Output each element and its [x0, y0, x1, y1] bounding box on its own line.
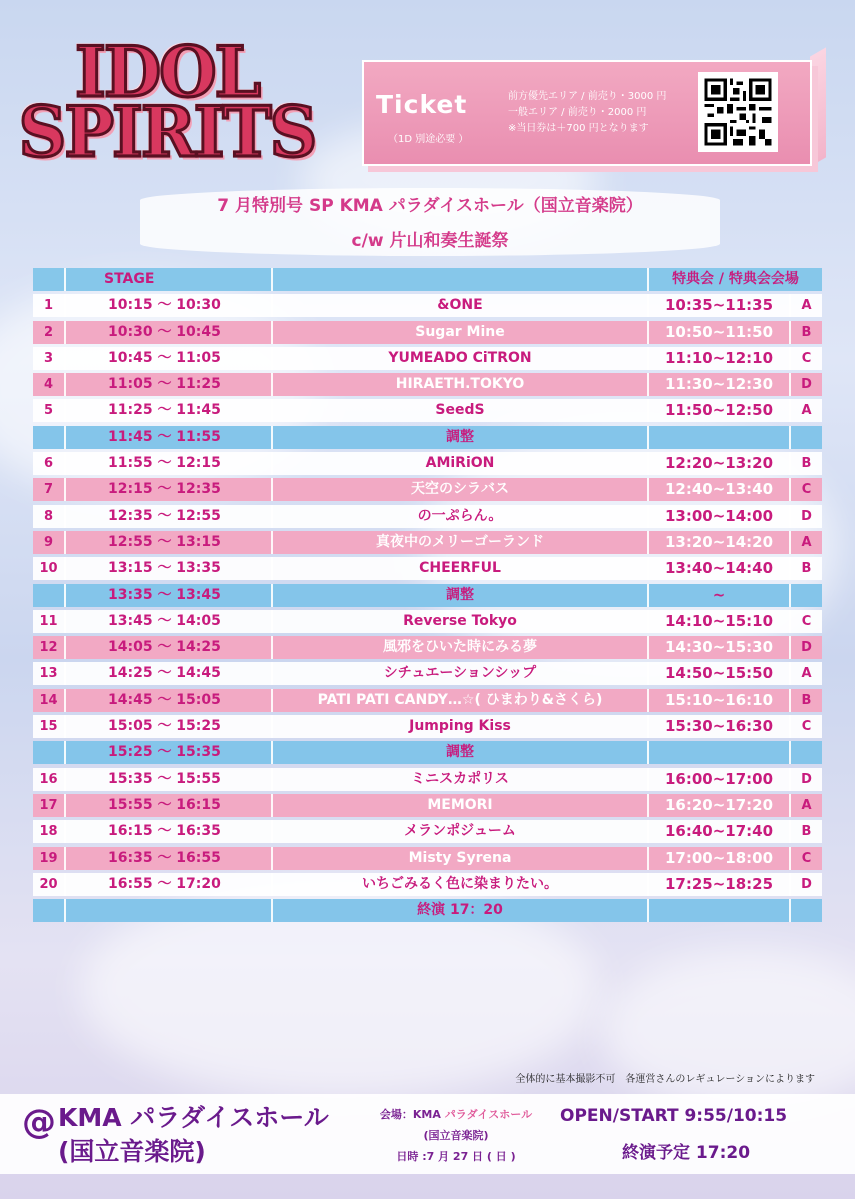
venue-info-label: 会場：KMA — [379, 1108, 441, 1121]
row-number: 1 — [33, 294, 66, 317]
row-area — [791, 741, 822, 764]
row-tokutenkai-time: 17:25~18:25 — [649, 873, 791, 896]
row-area: D — [791, 636, 822, 659]
row-area: A — [791, 794, 822, 817]
table-row — [33, 794, 822, 817]
event-logo — [2, 31, 332, 173]
row-number: 20 — [33, 873, 66, 896]
row-number: 6 — [33, 452, 66, 475]
row-area: A — [791, 399, 822, 422]
event-date: 日時 :7 月 27 日 ( 日 ) — [396, 1150, 516, 1163]
row-stage-time: 13:35 ～ 13:45 — [66, 584, 273, 607]
row-stage-time: 16:35 ～ 16:55 — [66, 847, 273, 870]
row-area: B — [791, 321, 822, 344]
row-number — [33, 426, 66, 449]
row-tokutenkai-time: 11:30~12:30 — [649, 373, 791, 396]
row-artist: 真夜中のメリーゴーランド — [273, 531, 649, 554]
table-row — [33, 373, 822, 396]
row-area: C — [791, 347, 822, 370]
table-row — [33, 478, 822, 501]
open-start-time: OPEN/START 9:55/10:15 — [560, 1106, 788, 1126]
row-stage-time: 14:25 ～ 14:45 — [66, 662, 273, 685]
row-tokutenkai-time: 11:50~12:50 — [649, 399, 791, 422]
row-number: 10 — [33, 557, 66, 580]
row-area: B — [791, 820, 822, 843]
row-tokutenkai-time: 14:30~15:30 — [649, 636, 791, 659]
row-tokutenkai-time — [649, 426, 791, 449]
break-row — [33, 899, 822, 922]
row-tokutenkai-time: 11:10~12:10 — [649, 347, 791, 370]
venue-info-name: パラダイスホール — [444, 1108, 533, 1121]
row-number: 4 — [33, 373, 66, 396]
end-time — [622, 1138, 750, 1163]
row-area: D — [791, 505, 822, 528]
row-stage-time: 12:55 ～ 13:15 — [66, 531, 273, 554]
timetable-header — [33, 268, 822, 291]
timetable — [33, 268, 822, 925]
row-tokutenkai-time — [649, 899, 791, 922]
logo-line-1: IDOL — [74, 31, 259, 113]
row-artist: 調整 — [273, 741, 649, 764]
row-area: C — [791, 610, 822, 633]
logo-line-2: SPIRITS — [18, 91, 316, 173]
row-stage-time: 15:25 ～ 15:35 — [66, 741, 273, 764]
row-number: 18 — [33, 820, 66, 843]
row-artist: YUMEADO CiTRON — [273, 347, 649, 370]
table-row — [33, 531, 822, 554]
table-row — [33, 847, 822, 870]
table-row — [33, 873, 822, 896]
row-area: A — [791, 662, 822, 685]
venue-info — [364, 1104, 548, 1167]
row-stage-time: 12:35 ～ 12:55 — [66, 505, 273, 528]
row-tokutenkai-time: 16:20~17:20 — [649, 794, 791, 817]
row-tokutenkai-time: 13:20~14:20 — [649, 531, 791, 554]
row-number: 9 — [33, 531, 66, 554]
row-stage-time: 16:15 ～ 16:35 — [66, 820, 273, 843]
break-row — [33, 426, 822, 449]
row-artist: メランポジューム — [273, 820, 649, 843]
break-row — [33, 584, 822, 607]
table-row — [33, 321, 822, 344]
row-stage-time: 16:55 ～ 17:20 — [66, 873, 273, 896]
row-artist: HIRAETH.TOKYO — [273, 373, 649, 396]
row-area: B — [791, 557, 822, 580]
row-artist: Misty Syrena — [273, 847, 649, 870]
row-artist: ミニスカポリス — [273, 768, 649, 791]
header-tokutenkai: 特典会 / 特典会会場 — [649, 268, 822, 291]
row-artist: 終演 17：20 — [273, 899, 649, 922]
row-stage-time: 13:15 ～ 13:35 — [66, 557, 273, 580]
ticket-price-front: 前方優先エリア / 前売り・3000 円 — [508, 91, 667, 102]
table-row — [33, 610, 822, 633]
ticket-price-door: ※当日券は＋700 円となります — [508, 123, 649, 134]
row-stage-time: 11:45 ～ 11:55 — [66, 426, 273, 449]
row-artist: 調整 — [273, 584, 649, 607]
row-area: D — [791, 373, 822, 396]
row-stage-time: 13:45 ～ 14:05 — [66, 610, 273, 633]
venue-line-2: (国立音楽院) — [58, 1137, 206, 1166]
row-tokutenkai-time: 13:40~14:40 — [649, 557, 791, 580]
row-tokutenkai-time: 10:50~11:50 — [649, 321, 791, 344]
row-stage-time: 15:35 ～ 15:55 — [66, 768, 273, 791]
venue-name — [58, 1101, 329, 1169]
ticket-box-side — [810, 47, 826, 166]
row-tokutenkai-time: 14:10~15:10 — [649, 610, 791, 633]
row-tokutenkai-time: 13:00~14:00 — [649, 505, 791, 528]
ticket-title: Ticket — [376, 90, 468, 119]
photo-notice: 全体的に基本撮影不可 各運営さんのレギュレーションによります — [515, 1074, 815, 1085]
row-stage-time: 11:25 ～ 11:45 — [66, 399, 273, 422]
qr-code-icon[interactable] — [698, 72, 778, 152]
row-tokutenkai-time: 15:10~16:10 — [649, 689, 791, 712]
end-time-label: 終演予定 — [622, 1143, 690, 1163]
row-tokutenkai-time — [649, 741, 791, 764]
footer-bar — [0, 1094, 855, 1174]
table-row — [33, 768, 822, 791]
row-area: B — [791, 689, 822, 712]
row-artist: MEMORI — [273, 794, 649, 817]
table-row — [33, 505, 822, 528]
row-area: A — [791, 294, 822, 317]
row-artist: シチュエーションシップ — [273, 662, 649, 685]
row-area: D — [791, 768, 822, 791]
venue-info-sub: (国立音楽院) — [423, 1129, 489, 1142]
row-tokutenkai-time: 16:00~17:00 — [649, 768, 791, 791]
row-stage-time: 10:30 ～ 10:45 — [66, 321, 273, 344]
row-number — [33, 741, 66, 764]
row-area: C — [791, 847, 822, 870]
row-artist: 風邪をひいた時にみる夢 — [273, 636, 649, 659]
row-number: 5 — [33, 399, 66, 422]
row-stage-time: 10:45 ～ 11:05 — [66, 347, 273, 370]
table-row — [33, 820, 822, 843]
table-row — [33, 452, 822, 475]
row-artist: SeedS — [273, 399, 649, 422]
row-artist: Reverse Tokyo — [273, 610, 649, 633]
row-area: D — [791, 873, 822, 896]
row-tokutenkai-time: 16:40~17:40 — [649, 820, 791, 843]
row-artist: 調整 — [273, 426, 649, 449]
row-artist: Sugar Mine — [273, 321, 649, 344]
row-tokutenkai-time: 12:20~13:20 — [649, 452, 791, 475]
row-number: 17 — [33, 794, 66, 817]
table-row — [33, 636, 822, 659]
break-row — [33, 741, 822, 764]
row-number: 15 — [33, 715, 66, 738]
row-stage-time: 11:55 ～ 12:15 — [66, 452, 273, 475]
row-tokutenkai-time: 10:35~11:35 — [649, 294, 791, 317]
row-number: 3 — [33, 347, 66, 370]
row-number: 14 — [33, 689, 66, 712]
row-tokutenkai-time: 15:30~16:30 — [649, 715, 791, 738]
row-number — [33, 584, 66, 607]
row-artist: いちごみるく色に染まりたい。 — [273, 873, 649, 896]
row-area: C — [791, 715, 822, 738]
row-stage-time — [66, 899, 273, 922]
row-number — [33, 899, 66, 922]
row-artist: &ONE — [273, 294, 649, 317]
at-symbol: @ — [22, 1102, 56, 1142]
row-tokutenkai-time: ~ — [649, 584, 791, 607]
venue-info-line — [364, 1104, 548, 1125]
table-row — [33, 294, 822, 317]
event-title: 7 月特別号 SP KMA パラダイスホール（国立音楽院） — [217, 196, 643, 216]
ticket-price-general: 一般エリア / 前売り・2000 円 — [508, 107, 647, 118]
row-artist: AMiRiON — [273, 452, 649, 475]
row-stage-time: 12:15 ～ 12:35 — [66, 478, 273, 501]
row-stage-time: 14:05 ～ 14:25 — [66, 636, 273, 659]
venue-line-1: KMA パラダイスホール — [58, 1103, 329, 1132]
ticket-prices — [508, 89, 666, 137]
row-number: 8 — [33, 505, 66, 528]
table-row — [33, 689, 822, 712]
row-artist: PATI PATI CANDY…☆( ひまわり&さくら) — [273, 689, 649, 712]
end-time-value: 17:20 — [695, 1143, 751, 1163]
row-area: A — [791, 531, 822, 554]
table-row — [33, 399, 822, 422]
row-area — [791, 426, 822, 449]
row-number: 2 — [33, 321, 66, 344]
row-artist: の一ぷらん。 — [273, 505, 649, 528]
row-stage-time: 10:15 ～ 10:30 — [66, 294, 273, 317]
ticket-note: （1D 別途必要 ） — [388, 134, 469, 145]
row-stage-time: 11:05 ～ 11:25 — [66, 373, 273, 396]
row-number: 19 — [33, 847, 66, 870]
header-stage: STAGE — [66, 268, 273, 291]
row-stage-time: 15:55 ～ 16:15 — [66, 794, 273, 817]
table-row — [33, 557, 822, 580]
row-stage-time: 14:45 ～ 15:05 — [66, 689, 273, 712]
row-area — [791, 899, 822, 922]
table-row — [33, 347, 822, 370]
row-number: 11 — [33, 610, 66, 633]
row-tokutenkai-time: 14:50~15:50 — [649, 662, 791, 685]
row-number: 7 — [33, 478, 66, 501]
row-artist: 天空のシラバス — [273, 478, 649, 501]
row-area: B — [791, 452, 822, 475]
row-tokutenkai-time: 12:40~13:40 — [649, 478, 791, 501]
row-artist: Jumping Kiss — [273, 715, 649, 738]
row-area: C — [791, 478, 822, 501]
ticket-box — [362, 60, 812, 166]
row-number: 13 — [33, 662, 66, 685]
row-number: 12 — [33, 636, 66, 659]
table-row — [33, 715, 822, 738]
row-artist: CHEERFUL — [273, 557, 649, 580]
row-number: 16 — [33, 768, 66, 791]
row-tokutenkai-time: 17:00~18:00 — [649, 847, 791, 870]
event-subtitle: c/w 片山和奏生誕祭 — [351, 231, 509, 251]
event-headline — [140, 188, 720, 256]
table-row — [33, 662, 822, 685]
row-stage-time: 15:05 ～ 15:25 — [66, 715, 273, 738]
row-area — [791, 584, 822, 607]
